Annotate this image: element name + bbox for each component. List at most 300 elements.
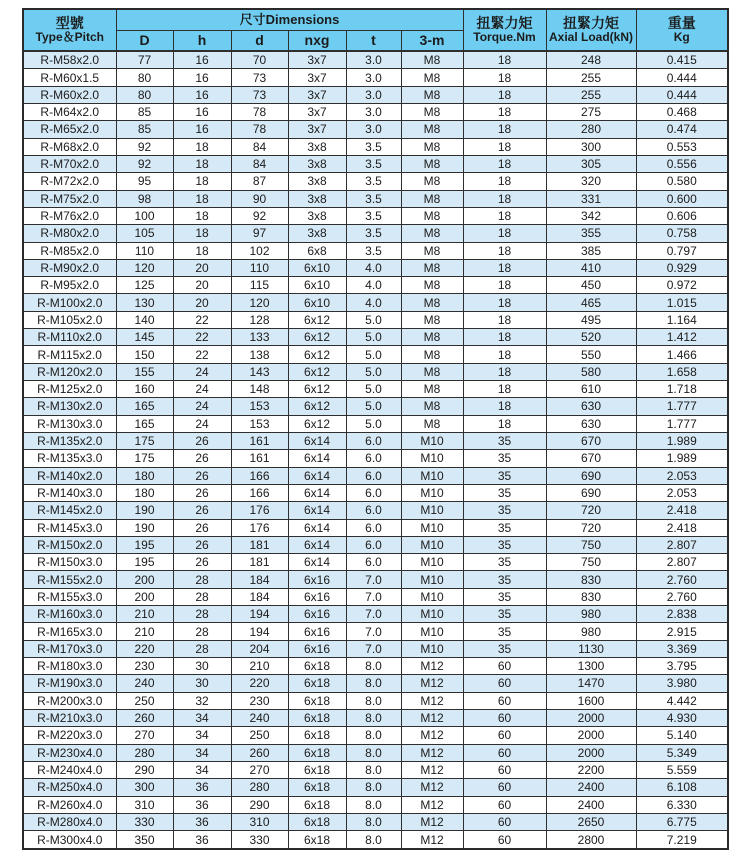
- cell-value: 0.606: [636, 207, 728, 224]
- cell-value: 155: [116, 363, 173, 380]
- cell-value: 18: [463, 69, 546, 86]
- cell-value: 176: [231, 519, 288, 536]
- cell-value: 28: [173, 640, 231, 657]
- cell-value: 7.0: [346, 640, 401, 657]
- cell-value: 26: [173, 554, 231, 571]
- table-row: [23, 381, 728, 398]
- cell-value: 200: [116, 571, 173, 588]
- cell-value: 280: [546, 121, 636, 138]
- cell-value: 190: [116, 502, 173, 519]
- dimensions-label-zh: 尺寸: [239, 11, 266, 27]
- table-row: [23, 813, 728, 830]
- table-row: [23, 484, 728, 501]
- cell-value: 175: [116, 432, 173, 449]
- cell-value: M12: [401, 658, 463, 675]
- cell-type-pitch: R-M155x2.0: [23, 571, 116, 588]
- cell-value: 6x12: [288, 363, 346, 380]
- cell-value: M10: [401, 640, 463, 657]
- cell-value: 200: [116, 588, 173, 605]
- cell-value: 133: [231, 329, 288, 346]
- cell-value: 4.0: [346, 259, 401, 276]
- cell-value: 18: [463, 363, 546, 380]
- cell-value: 28: [173, 606, 231, 623]
- cell-value: M8: [401, 311, 463, 328]
- cell-value: 165: [116, 415, 173, 432]
- cell-value: 6x14: [288, 450, 346, 467]
- cell-type-pitch: R-M135x3.0: [23, 450, 116, 467]
- cell-value: 26: [173, 484, 231, 501]
- cell-value: 6x12: [288, 381, 346, 398]
- cell-value: 18: [463, 190, 546, 207]
- cell-value: 8.0: [346, 831, 401, 849]
- cell-value: M10: [401, 450, 463, 467]
- cell-value: 153: [231, 415, 288, 432]
- cell-value: M8: [401, 86, 463, 103]
- table-row: [23, 779, 728, 796]
- cell-value: 4.442: [636, 692, 728, 709]
- cell-type-pitch: R-M170x3.0: [23, 640, 116, 657]
- cell-value: M8: [401, 173, 463, 190]
- cell-value: 8.0: [346, 727, 401, 744]
- cell-value: 8.0: [346, 709, 401, 726]
- cell-value: 100: [116, 207, 173, 224]
- cell-value: 60: [463, 813, 546, 830]
- cell-value: 6x14: [288, 536, 346, 553]
- cell-value: 670: [546, 432, 636, 449]
- cell-value: 110: [231, 259, 288, 276]
- cell-value: 6x16: [288, 571, 346, 588]
- cell-value: 161: [231, 432, 288, 449]
- cell-value: 1.658: [636, 363, 728, 380]
- cell-type-pitch: R-M140x3.0: [23, 484, 116, 501]
- cell-value: 0.929: [636, 259, 728, 276]
- cell-value: 28: [173, 588, 231, 605]
- cell-value: 630: [546, 415, 636, 432]
- table-row: [23, 207, 728, 224]
- cell-value: 830: [546, 588, 636, 605]
- cell-value: 8.0: [346, 796, 401, 813]
- cell-value: 275: [546, 104, 636, 121]
- cell-value: 0.600: [636, 190, 728, 207]
- cell-value: 16: [173, 104, 231, 121]
- cell-value: 24: [173, 363, 231, 380]
- cell-value: M10: [401, 623, 463, 640]
- cell-value: 8.0: [346, 658, 401, 675]
- cell-value: 24: [173, 415, 231, 432]
- cell-value: 28: [173, 623, 231, 640]
- cell-value: 16: [173, 86, 231, 103]
- cell-value: 97: [231, 225, 288, 242]
- cell-value: 330: [116, 813, 173, 830]
- cell-value: 1.989: [636, 450, 728, 467]
- cell-value: 6.775: [636, 813, 728, 830]
- cell-value: 450: [546, 277, 636, 294]
- table-row: [23, 536, 728, 553]
- table-row: [23, 121, 728, 138]
- cell-value: 35: [463, 450, 546, 467]
- cell-value: 90: [231, 190, 288, 207]
- cell-value: 1470: [546, 675, 636, 692]
- cell-value: M10: [401, 536, 463, 553]
- table-row: [23, 104, 728, 121]
- cell-value: 2.418: [636, 502, 728, 519]
- column-header-D: D: [116, 30, 173, 51]
- cell-value: 195: [116, 536, 173, 553]
- cell-value: 1.466: [636, 346, 728, 363]
- cell-value: 230: [116, 658, 173, 675]
- cell-type-pitch: R-M140x2.0: [23, 467, 116, 484]
- cell-value: M12: [401, 796, 463, 813]
- cell-value: 210: [231, 658, 288, 675]
- cell-value: 2000: [546, 744, 636, 761]
- cell-value: 2.915: [636, 623, 728, 640]
- cell-value: 6x18: [288, 761, 346, 778]
- cell-value: 80: [116, 86, 173, 103]
- cell-value: 105: [116, 225, 173, 242]
- table-row: [23, 277, 728, 294]
- weight-label-en: Kg: [673, 30, 690, 45]
- cell-value: M12: [401, 709, 463, 726]
- cell-value: 78: [231, 121, 288, 138]
- cell-value: M12: [401, 727, 463, 744]
- cell-value: 35: [463, 467, 546, 484]
- cell-value: M8: [401, 121, 463, 138]
- cell-value: 160: [116, 381, 173, 398]
- cell-type-pitch: R-M190x3.0: [23, 675, 116, 692]
- column-header-nxg: nxg: [288, 30, 346, 51]
- cell-type-pitch: R-M60x1.5: [23, 69, 116, 86]
- column-group-dimensions: [116, 9, 463, 30]
- cell-value: M10: [401, 519, 463, 536]
- table-row: [23, 329, 728, 346]
- cell-value: 7.0: [346, 588, 401, 605]
- cell-type-pitch: R-M220x3.0: [23, 727, 116, 744]
- cell-value: 210: [116, 606, 173, 623]
- cell-value: 18: [463, 398, 546, 415]
- table-row: [23, 259, 728, 276]
- cell-value: 35: [463, 554, 546, 571]
- cell-value: 0.444: [636, 69, 728, 86]
- table-row: [23, 658, 728, 675]
- cell-value: 4.930: [636, 709, 728, 726]
- cell-value: 102: [231, 242, 288, 259]
- cell-value: 35: [463, 571, 546, 588]
- cell-value: 35: [463, 519, 546, 536]
- cell-value: 3x8: [288, 155, 346, 172]
- cell-value: 5.0: [346, 329, 401, 346]
- cell-value: 250: [116, 692, 173, 709]
- cell-value: 5.140: [636, 727, 728, 744]
- cell-value: 0.758: [636, 225, 728, 242]
- cell-value: 18: [463, 242, 546, 259]
- cell-value: M10: [401, 588, 463, 605]
- cell-value: 2.053: [636, 484, 728, 501]
- cell-value: 6x12: [288, 329, 346, 346]
- cell-value: 3x7: [288, 86, 346, 103]
- cell-value: 1.718: [636, 381, 728, 398]
- cell-value: 290: [231, 796, 288, 813]
- cell-value: 320: [546, 173, 636, 190]
- cell-value: 7.0: [346, 606, 401, 623]
- cell-value: 60: [463, 658, 546, 675]
- cell-value: M12: [401, 761, 463, 778]
- table-row: [23, 519, 728, 536]
- table-row: [23, 415, 728, 432]
- cell-value: 98: [116, 190, 173, 207]
- cell-value: 8.0: [346, 675, 401, 692]
- cell-value: M8: [401, 415, 463, 432]
- cell-value: 6x18: [288, 727, 346, 744]
- cell-value: 18: [463, 311, 546, 328]
- cell-value: 34: [173, 761, 231, 778]
- cell-value: 0.556: [636, 155, 728, 172]
- cell-value: 28: [173, 571, 231, 588]
- cell-value: 495: [546, 311, 636, 328]
- cell-value: 120: [116, 259, 173, 276]
- cell-value: 0.468: [636, 104, 728, 121]
- cell-value: 16: [173, 121, 231, 138]
- cell-type-pitch: R-M110x2.0: [23, 329, 116, 346]
- dimensions-spec-table: [22, 8, 729, 850]
- cell-value: 18: [173, 155, 231, 172]
- cell-value: 16: [173, 51, 231, 69]
- cell-value: 248: [546, 51, 636, 69]
- table-row: [23, 311, 728, 328]
- cell-type-pitch: R-M76x2.0: [23, 207, 116, 224]
- cell-value: 0.553: [636, 138, 728, 155]
- cell-value: 280: [231, 779, 288, 796]
- cell-type-pitch: R-M115x2.0: [23, 346, 116, 363]
- cell-value: 720: [546, 519, 636, 536]
- cell-value: 150: [116, 346, 173, 363]
- cell-value: 35: [463, 536, 546, 553]
- cell-value: 6x14: [288, 502, 346, 519]
- cell-value: 84: [231, 138, 288, 155]
- cell-value: 6x12: [288, 398, 346, 415]
- cell-value: 60: [463, 796, 546, 813]
- cell-value: 0.444: [636, 86, 728, 103]
- cell-value: 2.807: [636, 554, 728, 571]
- cell-value: M8: [401, 346, 463, 363]
- cell-type-pitch: R-M300x4.0: [23, 831, 116, 849]
- cell-value: 630: [546, 398, 636, 415]
- cell-value: 20: [173, 294, 231, 311]
- cell-value: 6.0: [346, 519, 401, 536]
- cell-value: 18: [463, 225, 546, 242]
- cell-type-pitch: R-M150x3.0: [23, 554, 116, 571]
- cell-value: 310: [231, 813, 288, 830]
- cell-value: 3x7: [288, 69, 346, 86]
- cell-type-pitch: R-M240x4.0: [23, 761, 116, 778]
- cell-value: 750: [546, 554, 636, 571]
- cell-value: 3x8: [288, 225, 346, 242]
- cell-value: 3x7: [288, 104, 346, 121]
- cell-value: M12: [401, 831, 463, 849]
- cell-value: 60: [463, 709, 546, 726]
- cell-value: 18: [463, 346, 546, 363]
- cell-value: 0.474: [636, 121, 728, 138]
- cell-value: 18: [173, 190, 231, 207]
- column-header-h: h: [173, 30, 231, 51]
- cell-value: 5.0: [346, 311, 401, 328]
- cell-value: 220: [231, 675, 288, 692]
- cell-value: 18: [463, 173, 546, 190]
- cell-value: 240: [116, 675, 173, 692]
- cell-value: 1.015: [636, 294, 728, 311]
- cell-value: M10: [401, 484, 463, 501]
- cell-value: 2.760: [636, 588, 728, 605]
- cell-value: 3.5: [346, 190, 401, 207]
- cell-value: 5.0: [346, 363, 401, 380]
- cell-value: 60: [463, 692, 546, 709]
- cell-value: 305: [546, 155, 636, 172]
- cell-value: M8: [401, 51, 463, 69]
- cell-value: 194: [231, 606, 288, 623]
- cell-value: 110: [116, 242, 173, 259]
- cell-value: 690: [546, 467, 636, 484]
- cell-value: 22: [173, 329, 231, 346]
- cell-value: 6x16: [288, 623, 346, 640]
- cell-value: 6x14: [288, 554, 346, 571]
- cell-value: 35: [463, 502, 546, 519]
- cell-value: 6.0: [346, 432, 401, 449]
- cell-value: M8: [401, 225, 463, 242]
- cell-value: 1300: [546, 658, 636, 675]
- column-header-axial-load: [546, 9, 636, 51]
- table-row: [23, 623, 728, 640]
- cell-type-pitch: R-M230x4.0: [23, 744, 116, 761]
- cell-type-pitch: R-M105x2.0: [23, 311, 116, 328]
- cell-value: 6x14: [288, 467, 346, 484]
- cell-value: 22: [173, 311, 231, 328]
- cell-value: 18: [173, 138, 231, 155]
- cell-value: 3x7: [288, 51, 346, 69]
- cell-type-pitch: R-M58x2.0: [23, 51, 116, 69]
- cell-value: 35: [463, 588, 546, 605]
- cell-value: 6x18: [288, 796, 346, 813]
- cell-value: 330: [231, 831, 288, 849]
- cell-value: 30: [173, 675, 231, 692]
- cell-value: 194: [231, 623, 288, 640]
- axial-load-label-en: Axial Load(kN): [549, 30, 634, 45]
- cell-value: 1.164: [636, 311, 728, 328]
- table-row: [23, 606, 728, 623]
- axial-load-label-zh: 扭緊力矩: [563, 14, 620, 31]
- cell-value: 3.980: [636, 675, 728, 692]
- cell-value: 35: [463, 484, 546, 501]
- cell-value: 35: [463, 606, 546, 623]
- cell-value: M10: [401, 606, 463, 623]
- cell-value: 6.0: [346, 554, 401, 571]
- cell-value: 18: [173, 242, 231, 259]
- cell-value: 92: [116, 155, 173, 172]
- cell-value: 20: [173, 259, 231, 276]
- cell-value: 980: [546, 623, 636, 640]
- cell-value: 18: [173, 173, 231, 190]
- type-pitch-label-en: Type＆Pitch: [35, 30, 104, 45]
- cell-value: 84: [231, 155, 288, 172]
- table-row: [23, 398, 728, 415]
- cell-value: M8: [401, 104, 463, 121]
- cell-value: 145: [116, 329, 173, 346]
- cell-value: 1.412: [636, 329, 728, 346]
- table-row: [23, 242, 728, 259]
- cell-value: 1600: [546, 692, 636, 709]
- cell-type-pitch: R-M210x3.0: [23, 709, 116, 726]
- cell-value: 130: [116, 294, 173, 311]
- cell-value: 1.777: [636, 415, 728, 432]
- cell-value: M12: [401, 675, 463, 692]
- cell-value: M12: [401, 744, 463, 761]
- table-row: [23, 294, 728, 311]
- cell-value: 190: [116, 519, 173, 536]
- cell-value: 92: [116, 138, 173, 155]
- table-row: [23, 831, 728, 849]
- cell-value: 5.559: [636, 761, 728, 778]
- cell-value: 3.0: [346, 86, 401, 103]
- dimensions-label-en: Dimensions: [265, 11, 340, 27]
- table-header: [23, 9, 728, 51]
- cell-value: 3.5: [346, 225, 401, 242]
- cell-value: 1.989: [636, 432, 728, 449]
- cell-value: 7.0: [346, 623, 401, 640]
- cell-value: 6x18: [288, 744, 346, 761]
- cell-value: 6.0: [346, 484, 401, 501]
- cell-value: 18: [463, 381, 546, 398]
- cell-value: M10: [401, 502, 463, 519]
- cell-value: 128: [231, 311, 288, 328]
- cell-value: 78: [231, 104, 288, 121]
- table-row: [23, 640, 728, 657]
- cell-value: 18: [463, 277, 546, 294]
- cell-type-pitch: R-M65x2.0: [23, 121, 116, 138]
- table-row: [23, 450, 728, 467]
- cell-value: 36: [173, 796, 231, 813]
- cell-value: M8: [401, 242, 463, 259]
- cell-value: 2400: [546, 779, 636, 796]
- cell-value: 6x12: [288, 415, 346, 432]
- cell-value: 3.369: [636, 640, 728, 657]
- cell-value: 92: [231, 207, 288, 224]
- table-row: [23, 363, 728, 380]
- cell-value: 181: [231, 536, 288, 553]
- cell-type-pitch: R-M70x2.0: [23, 155, 116, 172]
- cell-value: 690: [546, 484, 636, 501]
- table-body: [23, 51, 728, 849]
- cell-value: 8.0: [346, 779, 401, 796]
- cell-value: 6x18: [288, 675, 346, 692]
- cell-type-pitch: R-M72x2.0: [23, 173, 116, 190]
- cell-type-pitch: R-M80x2.0: [23, 225, 116, 242]
- cell-value: 5.349: [636, 744, 728, 761]
- table-row: [23, 727, 728, 744]
- cell-value: 77: [116, 51, 173, 69]
- cell-value: M8: [401, 329, 463, 346]
- cell-type-pitch: R-M130x2.0: [23, 398, 116, 415]
- cell-value: M10: [401, 432, 463, 449]
- table-row: [23, 675, 728, 692]
- cell-value: 161: [231, 450, 288, 467]
- cell-value: 166: [231, 484, 288, 501]
- cell-value: 6x18: [288, 813, 346, 830]
- cell-type-pitch: R-M150x2.0: [23, 536, 116, 553]
- cell-value: 6x10: [288, 277, 346, 294]
- table-row: [23, 709, 728, 726]
- cell-value: 26: [173, 519, 231, 536]
- cell-type-pitch: R-M250x4.0: [23, 779, 116, 796]
- torque-label-zh: 扭緊力矩: [476, 14, 533, 31]
- cell-value: 26: [173, 432, 231, 449]
